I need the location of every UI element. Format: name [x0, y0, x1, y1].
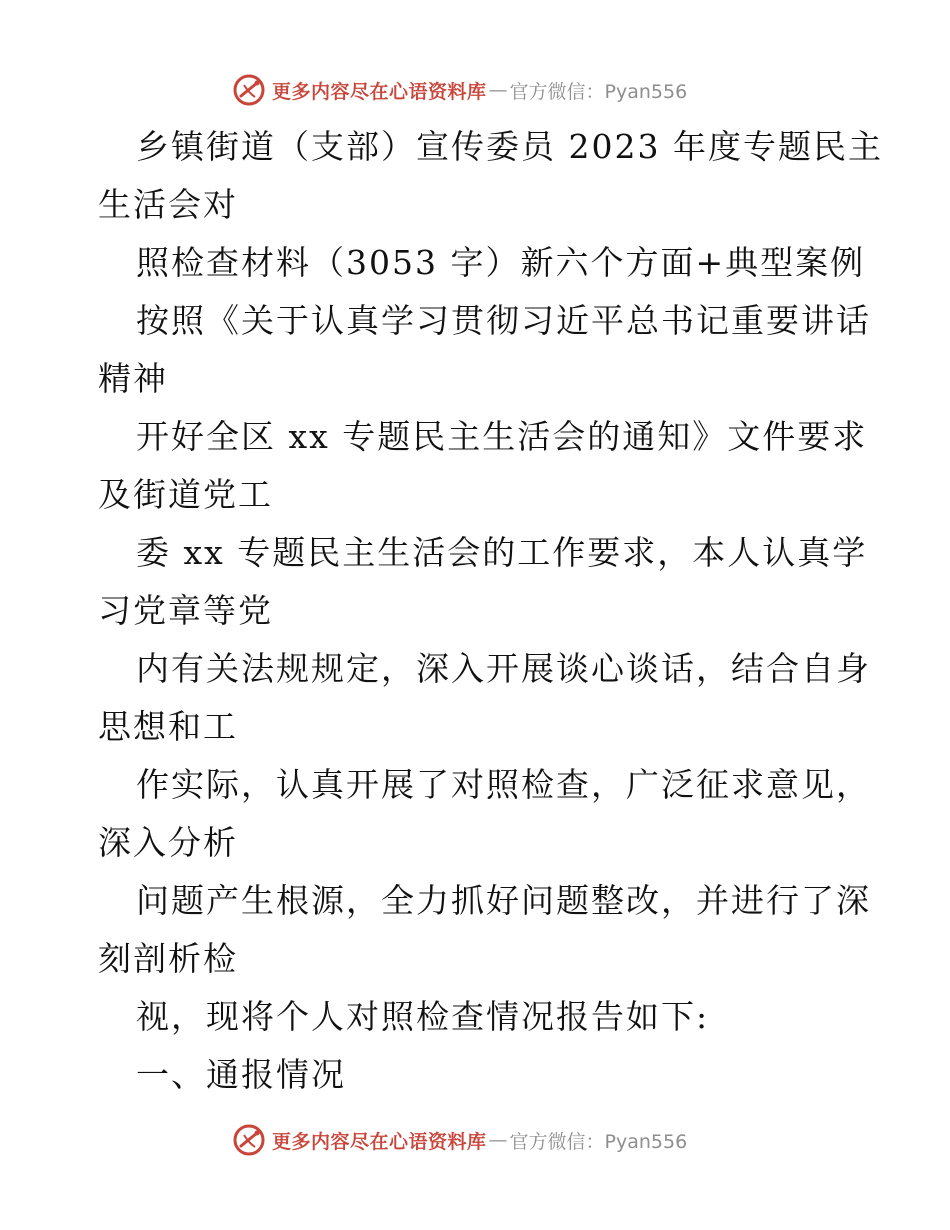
- watermark-contact: 官方微信：Pyan556: [509, 80, 688, 103]
- watermark-brand: 更多内容尽在心语资料库: [272, 1130, 487, 1153]
- text-line: 生活会对: [98, 185, 238, 224]
- text-line: 及街道党工: [98, 475, 273, 514]
- text-line: 委 xx 专题民主生活会的工作要求，本人认真学: [136, 533, 868, 572]
- watermark-separator: —: [488, 79, 508, 101]
- text-line: 照检查材料（3053 字）新六个方面+典型案例: [136, 243, 866, 282]
- text-line: 刻剖析检: [98, 939, 238, 978]
- document-body: [98, 118, 883, 1104]
- text-line: 深入分析: [98, 823, 238, 862]
- text-line: 内有关法规规定，深入开展谈心谈话，结合自身: [136, 649, 871, 688]
- text-line: 问题产生根源，全力抓好问题整改，并进行了深: [136, 881, 871, 920]
- text-line: 思想和工: [98, 707, 238, 746]
- text-line: 视，现将个人对照检查情况报告如下:: [136, 997, 710, 1036]
- text-line: 乡镇街道（支部）宣传委员 2023 年度专题民主: [136, 127, 883, 166]
- watermark-footer: [232, 1120, 687, 1160]
- text-line: 开好全区 xx 专题民主生活会的通知》文件要求: [136, 417, 868, 456]
- text-line: 习党章等党: [98, 591, 273, 630]
- watermark-separator: —: [488, 1129, 508, 1151]
- brand-logo-icon: [232, 73, 266, 107]
- watermark-contact: 官方微信：Pyan556: [509, 1130, 688, 1153]
- text-line: 作实际，认真开展了对照检查，广泛征求意见，: [136, 765, 871, 804]
- watermark-header: [232, 70, 687, 110]
- text-line: 按照《关于认真学习贯彻习近平总书记重要讲话: [136, 301, 871, 340]
- watermark-brand: 更多内容尽在心语资料库: [272, 80, 487, 103]
- brand-logo-icon: [232, 1123, 266, 1157]
- text-line: 精神: [98, 359, 168, 398]
- text-line: 一、通报情况: [136, 1055, 346, 1094]
